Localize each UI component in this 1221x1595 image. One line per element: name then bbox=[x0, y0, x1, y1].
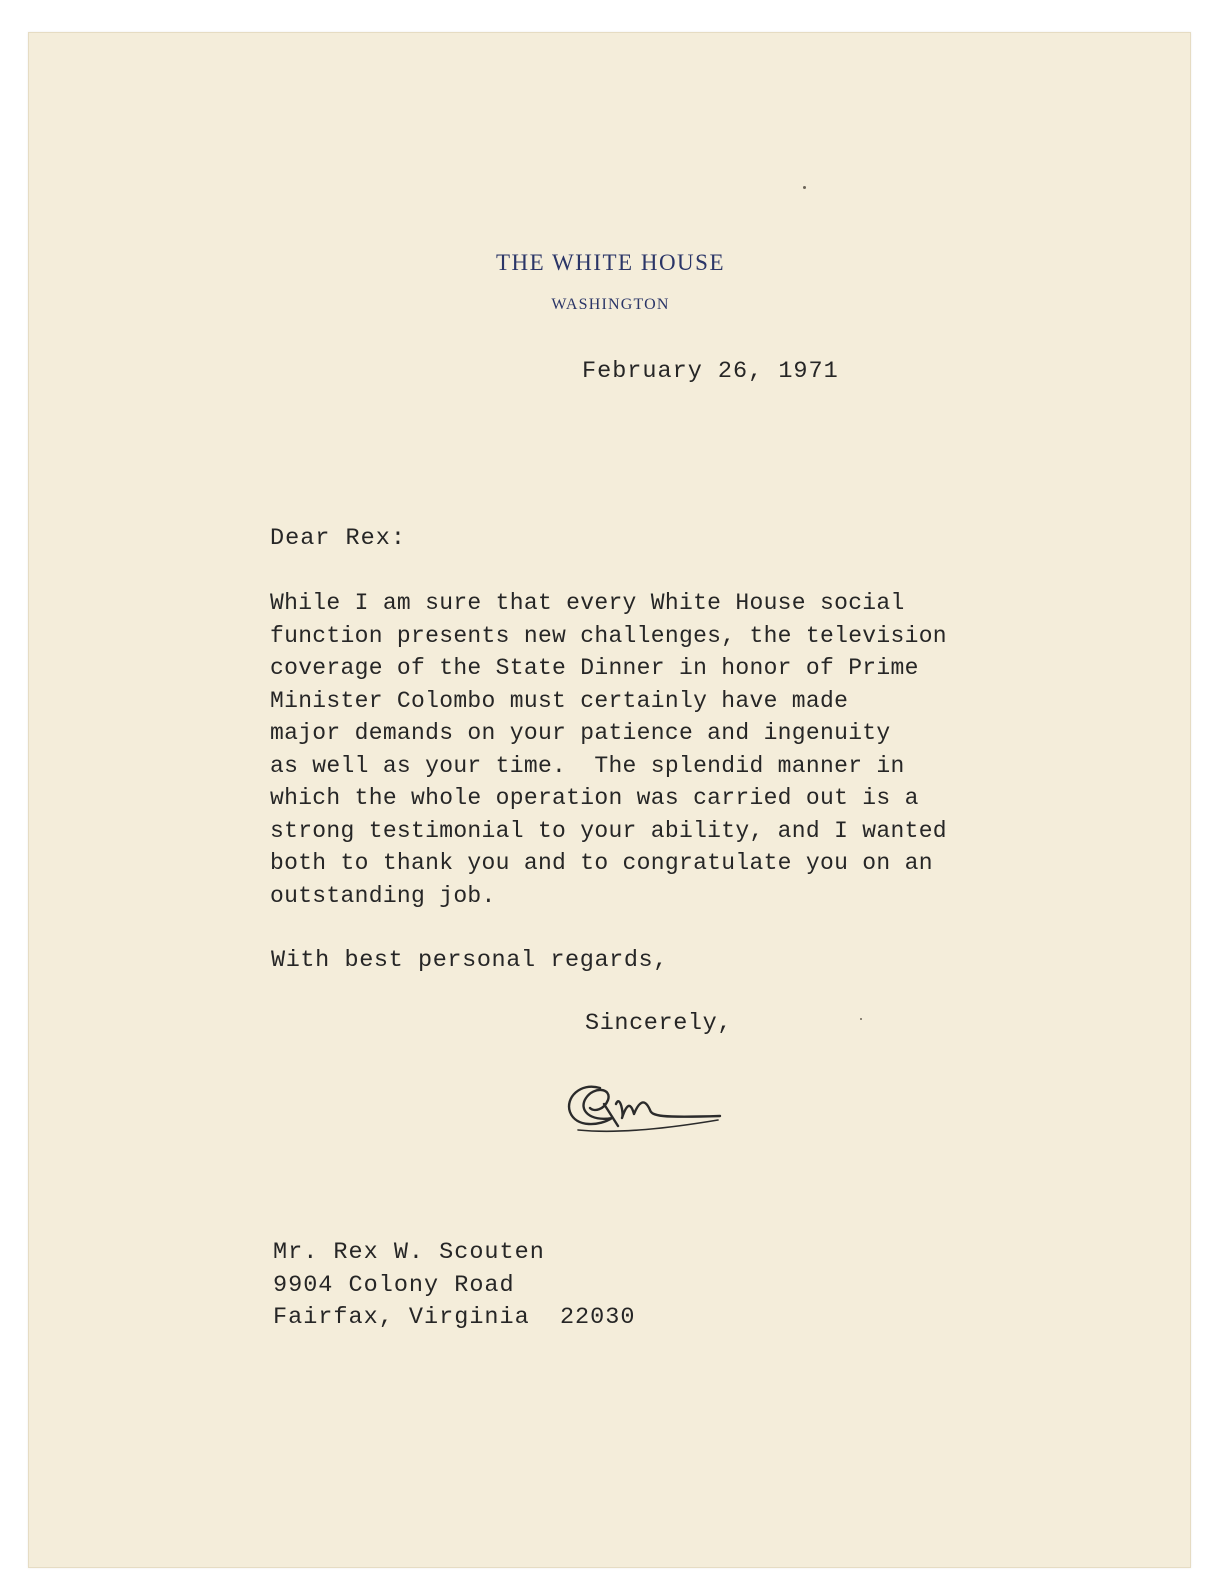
letterhead-city: WASHINGTON bbox=[551, 296, 670, 313]
body-line: both to thank you and to congratulate you on an bbox=[270, 850, 933, 876]
recipient-street: 9904 Colony Road bbox=[273, 1271, 515, 1299]
recipient-city: Fairfax, Virginia 22030 bbox=[273, 1304, 636, 1331]
salutation: Dear Rex: bbox=[270, 525, 406, 552]
recipient-name: Mr. Rex W. Scouten bbox=[273, 1239, 545, 1266]
body-line: Minister Colombo must certainly have made bbox=[270, 687, 849, 714]
letter-body bbox=[270, 587, 947, 912]
signature-initials bbox=[560, 1060, 730, 1140]
body-line: outstanding job. bbox=[270, 882, 496, 909]
closing: With best personal regards, bbox=[271, 947, 668, 974]
letterhead-title: THE WHITE HOUSE bbox=[495, 250, 726, 275]
body-line: as well as your time. The splendid manner in bbox=[270, 752, 905, 779]
body-line: function presents new challenges, the television bbox=[270, 622, 947, 649]
body-line: major demands on your patience and ingenuity bbox=[270, 720, 891, 746]
body-line: which the whole operation was carried out is a bbox=[270, 785, 919, 811]
paper-speck bbox=[860, 1018, 862, 1020]
paper-speck bbox=[803, 186, 806, 189]
body-line: coverage of the State Dinner in honor of Prime bbox=[270, 655, 919, 681]
sign-off: Sincerely, bbox=[585, 1010, 733, 1037]
letter-date: February 26, 1971 bbox=[582, 358, 839, 385]
body-line: While I am sure that every White House social bbox=[270, 590, 905, 616]
recipient-address bbox=[273, 1237, 635, 1335]
body-line: strong testimonial to your ability, and I wanted bbox=[270, 817, 947, 844]
